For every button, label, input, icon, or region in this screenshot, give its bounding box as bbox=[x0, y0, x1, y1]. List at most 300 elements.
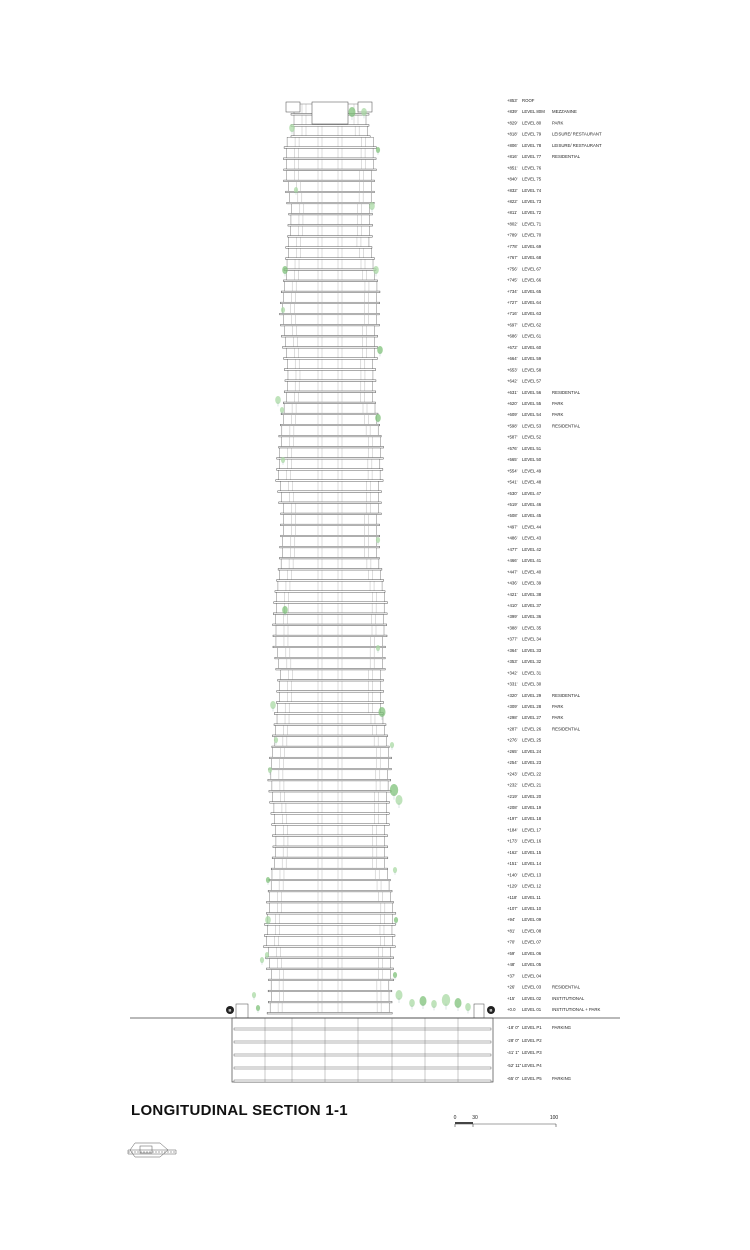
floor bbox=[276, 637, 382, 646]
floor bbox=[281, 481, 379, 490]
parking-slab bbox=[234, 1054, 491, 1056]
floor-slab bbox=[275, 591, 385, 593]
floor bbox=[267, 925, 392, 934]
floor-slab bbox=[277, 580, 384, 582]
level-elevation: +184' bbox=[507, 827, 518, 833]
level-elevation: +486' bbox=[507, 535, 518, 541]
level-name: LEVEL 60 bbox=[522, 344, 542, 350]
floor-slab bbox=[281, 513, 381, 515]
floor-slab bbox=[268, 1001, 392, 1003]
floor bbox=[287, 259, 373, 268]
level-elevation: +353' bbox=[507, 659, 518, 665]
floor-slab bbox=[281, 535, 380, 537]
level-elevation: +620' bbox=[507, 401, 518, 406]
floor bbox=[282, 437, 381, 446]
level-elevation: +802' bbox=[507, 221, 518, 227]
level-name: LEVEL 06 bbox=[522, 950, 542, 956]
level-elevation: +309' bbox=[507, 704, 518, 709]
level-name: LEVEL P3 bbox=[522, 1050, 542, 1055]
floor bbox=[271, 992, 389, 1001]
floor bbox=[294, 126, 367, 135]
floor-slab bbox=[278, 568, 382, 570]
floor-slab bbox=[269, 879, 390, 881]
level-name: LEVEL 74 bbox=[522, 187, 542, 193]
tower-section bbox=[236, 102, 484, 1018]
floor bbox=[283, 415, 376, 424]
level-name: LEVEL 10 bbox=[522, 906, 542, 911]
level-name: LEVEL 11 bbox=[522, 894, 541, 900]
level-elevation: +421' bbox=[507, 591, 518, 597]
floor-slab bbox=[266, 913, 395, 915]
floor-slab bbox=[276, 668, 385, 670]
level-elevation: +37' bbox=[507, 973, 516, 979]
floor bbox=[272, 781, 388, 790]
floor-slab bbox=[272, 835, 387, 837]
level-name: LEVEL 77 bbox=[522, 154, 542, 160]
floor bbox=[286, 348, 374, 357]
floor bbox=[271, 981, 389, 990]
level-name: LEVEL 80 bbox=[522, 120, 542, 126]
level-elevation: +140' bbox=[507, 872, 518, 878]
level-name: LEVEL 18 bbox=[522, 816, 542, 822]
floor bbox=[292, 204, 370, 213]
level-elevation: +243' bbox=[507, 771, 518, 777]
floor-slab bbox=[281, 324, 380, 326]
level-elevation: +716' bbox=[507, 311, 518, 317]
level-elevation: +436' bbox=[507, 580, 518, 586]
level-name: LEVEL 17 bbox=[522, 827, 542, 833]
level-elevation: +853' bbox=[507, 98, 518, 103]
level-name: LEVEL 67 bbox=[522, 266, 542, 272]
level-elevation: +399' bbox=[507, 614, 518, 620]
level-name: LEVEL 30 bbox=[522, 681, 542, 687]
level-elevation: +331' bbox=[507, 681, 518, 687]
floor bbox=[278, 581, 382, 590]
floor-slab bbox=[279, 435, 381, 437]
level-program: PARK bbox=[552, 412, 564, 418]
floor bbox=[284, 504, 378, 513]
level-name: LEVEL 53 bbox=[522, 423, 542, 429]
level-program: PARK bbox=[552, 120, 564, 126]
floor-slab bbox=[266, 957, 394, 959]
floor-slab bbox=[267, 968, 394, 970]
floor bbox=[274, 803, 386, 812]
floor-slab bbox=[268, 779, 391, 781]
level-name: LEVEL 33 bbox=[522, 647, 542, 653]
floor-slab bbox=[279, 502, 382, 504]
floor-slab bbox=[283, 358, 377, 360]
floor bbox=[275, 848, 385, 857]
floor bbox=[287, 359, 373, 368]
level-name: LEVEL 55 bbox=[522, 401, 542, 406]
level-elevation: +70' bbox=[507, 939, 516, 945]
floor-slab bbox=[289, 213, 373, 215]
level-name: LEVEL 63 bbox=[522, 311, 542, 317]
level-program: PARK bbox=[552, 715, 564, 721]
floor-slab bbox=[283, 402, 375, 404]
level-name: LEVEL P5 bbox=[522, 1076, 542, 1081]
floor-slab bbox=[284, 180, 375, 182]
floor-slab bbox=[279, 446, 384, 448]
level-program: PARKING bbox=[552, 1076, 572, 1081]
level-name: LEVEL 48 bbox=[522, 479, 542, 485]
level-elevation: +822' bbox=[507, 199, 518, 204]
level-name: LEVEL 41 bbox=[522, 558, 542, 564]
floor bbox=[287, 381, 373, 390]
level-elevation: +388' bbox=[507, 625, 518, 631]
floor-slab bbox=[284, 391, 376, 393]
level-name: LEVEL 36 bbox=[522, 614, 542, 620]
floor bbox=[270, 892, 391, 901]
floor bbox=[287, 137, 373, 146]
floor bbox=[272, 870, 387, 879]
level-elevation: +364' bbox=[507, 647, 518, 653]
level-elevation: +778' bbox=[507, 243, 518, 249]
floor-slab bbox=[272, 824, 390, 826]
level-name: LEVEL 28 bbox=[522, 704, 542, 709]
level-program: LEISURE/ RESTAURANT bbox=[552, 142, 602, 148]
floor-slab bbox=[271, 868, 387, 870]
level-name: LEVEL 79 bbox=[522, 131, 542, 137]
level-elevation: +320' bbox=[507, 692, 518, 698]
level-elevation: +118' bbox=[507, 894, 518, 900]
level-elevation: +530' bbox=[507, 490, 518, 496]
level-name: LEVEL 39 bbox=[522, 580, 542, 586]
floor-slab bbox=[269, 979, 394, 981]
level-name: LEVEL 31 bbox=[522, 670, 542, 676]
level-name: LEVEL 56 bbox=[522, 389, 542, 395]
level-elevation: +162' bbox=[507, 849, 518, 855]
basement-outline bbox=[232, 1018, 493, 1082]
floor-slab bbox=[291, 125, 369, 127]
level-elevation: -28' 0" bbox=[507, 1038, 520, 1043]
floor-slab bbox=[285, 380, 376, 382]
level-name: LEVEL 64 bbox=[522, 300, 542, 305]
floor-slab bbox=[270, 757, 392, 759]
floor-slab bbox=[284, 147, 376, 149]
floor-slab bbox=[280, 302, 379, 304]
floor bbox=[266, 936, 392, 945]
level-name: LEVEL 35 bbox=[522, 625, 542, 631]
floor-slab bbox=[274, 602, 388, 604]
level-labels bbox=[507, 98, 602, 1081]
level-program: RESIDENTIAL bbox=[552, 154, 581, 160]
level-name: LEVEL 44 bbox=[522, 524, 542, 530]
level-name: LEVEL 03 bbox=[522, 984, 542, 990]
floor bbox=[275, 814, 387, 823]
level-name: LEVEL P4 bbox=[522, 1063, 542, 1068]
floor bbox=[282, 426, 378, 435]
floor-slab bbox=[271, 813, 389, 815]
level-name: LEVEL 58 bbox=[522, 367, 542, 373]
floor-slab bbox=[276, 702, 383, 704]
floor-slab bbox=[280, 546, 380, 548]
level-elevation: +342' bbox=[507, 670, 518, 676]
podium-block bbox=[236, 1004, 248, 1018]
floor bbox=[277, 714, 383, 723]
level-program: RESIDENTIAL bbox=[552, 984, 581, 990]
level-name: LEVEL P2 bbox=[522, 1038, 542, 1043]
floor-slab bbox=[263, 946, 395, 948]
floor bbox=[279, 692, 380, 701]
parking-slab bbox=[234, 1041, 491, 1043]
level-elevation: +265' bbox=[507, 748, 518, 754]
level-elevation: +672' bbox=[507, 344, 518, 350]
floor bbox=[283, 293, 376, 302]
parking-slab bbox=[234, 1028, 491, 1030]
level-name: LEVEL 26 bbox=[522, 726, 542, 732]
floor bbox=[290, 193, 371, 202]
level-elevation: +0.0 bbox=[507, 1007, 516, 1012]
floor-slab bbox=[268, 890, 392, 892]
level-name: LEVEL 20 bbox=[522, 793, 542, 799]
level-name: LEVEL 21 bbox=[522, 782, 542, 788]
floor bbox=[288, 370, 373, 379]
scale-label-100: 100 bbox=[549, 1115, 559, 1121]
floor bbox=[283, 537, 377, 546]
level-elevation: -41' 1" bbox=[507, 1050, 520, 1055]
level-elevation: +15' bbox=[507, 995, 516, 1001]
floor bbox=[269, 947, 391, 956]
level-name: LEVEL 46 bbox=[522, 502, 542, 507]
key-plan-icon bbox=[128, 1143, 176, 1157]
floor bbox=[286, 270, 374, 279]
floor bbox=[286, 393, 372, 402]
parking-slab bbox=[234, 1080, 491, 1082]
floor-slab bbox=[278, 679, 384, 681]
floor bbox=[270, 1003, 389, 1012]
level-elevation: +197' bbox=[507, 816, 518, 822]
basement-parking bbox=[232, 1018, 493, 1082]
level-name: LEVEL 02 bbox=[522, 995, 542, 1001]
level-name: LEVEL 04 bbox=[522, 973, 542, 979]
level-program: INSTITUTIONAL bbox=[552, 995, 585, 1001]
floor bbox=[268, 914, 393, 923]
level-program: PARK bbox=[552, 401, 564, 406]
level-name: LEVEL 57 bbox=[522, 378, 542, 384]
level-name: LEVEL 62 bbox=[522, 322, 542, 328]
level-elevation: +806' bbox=[507, 142, 518, 148]
level-elevation: +840' bbox=[507, 176, 518, 182]
floor-slab bbox=[273, 624, 387, 626]
level-name: LEVEL 45 bbox=[522, 513, 542, 519]
floor bbox=[272, 970, 391, 979]
level-elevation: +816' bbox=[507, 154, 518, 160]
level-name: LEVEL 23 bbox=[522, 760, 542, 766]
floor bbox=[285, 337, 374, 346]
level-name: LEVEL 65 bbox=[522, 288, 542, 294]
level-name: LEVEL 52 bbox=[522, 434, 542, 440]
floor-slab bbox=[286, 258, 375, 260]
level-elevation: -52' 11" bbox=[507, 1063, 522, 1068]
floor-slab bbox=[279, 557, 379, 559]
floor bbox=[271, 770, 388, 779]
level-name: LEVEL 78 bbox=[522, 142, 542, 148]
level-name: LEVEL 50 bbox=[522, 457, 542, 463]
grid-marker-right bbox=[487, 1006, 495, 1014]
floor-slab bbox=[277, 691, 384, 693]
floor bbox=[280, 681, 381, 690]
level-elevation: +48' bbox=[507, 962, 516, 968]
level-elevation: +59' bbox=[507, 950, 516, 956]
floor bbox=[272, 759, 388, 768]
level-name: LEVEL 01 bbox=[522, 1007, 542, 1012]
level-elevation: +107' bbox=[507, 906, 518, 911]
level-elevation: +818' bbox=[507, 131, 518, 137]
level-name: LEVEL 34 bbox=[522, 636, 542, 642]
level-elevation: +276' bbox=[507, 737, 518, 743]
floor-slab bbox=[273, 646, 385, 648]
grid-marker-left bbox=[226, 1006, 234, 1014]
floor-slab bbox=[291, 136, 370, 138]
level-elevation: +576' bbox=[507, 445, 518, 451]
floor bbox=[279, 470, 380, 479]
floor-slab bbox=[277, 458, 383, 460]
floor-slab bbox=[281, 335, 377, 337]
level-elevation: +829' bbox=[507, 120, 518, 126]
level-name: LEVEL 68 bbox=[522, 255, 542, 261]
level-program: MEZZANINE bbox=[552, 109, 577, 115]
level-name: LEVEL 40 bbox=[522, 569, 542, 575]
floor bbox=[287, 159, 373, 168]
floor-slab bbox=[267, 901, 394, 903]
floor-slab bbox=[283, 158, 376, 160]
level-name: LEVEL 24 bbox=[522, 748, 542, 754]
floor-slab bbox=[273, 846, 388, 848]
level-name: LEVEL 27 bbox=[522, 715, 542, 721]
drawing-title: LONGITUDINAL SECTION 1-1 bbox=[131, 1102, 348, 1119]
level-elevation: +173' bbox=[507, 838, 518, 844]
level-elevation: +734' bbox=[507, 288, 518, 294]
floor-slab bbox=[280, 424, 379, 426]
level-elevation: +541' bbox=[507, 479, 518, 485]
level-name: LEVEL 15 bbox=[522, 849, 542, 855]
level-elevation: +466' bbox=[507, 558, 518, 564]
floor-slab bbox=[272, 735, 387, 737]
floor bbox=[282, 492, 379, 501]
floor-slab bbox=[274, 724, 386, 726]
floor bbox=[281, 559, 379, 568]
floor bbox=[273, 748, 389, 757]
level-elevation: +519' bbox=[507, 502, 518, 507]
floor bbox=[277, 592, 385, 601]
floor-slab bbox=[276, 480, 383, 482]
level-program: PARK bbox=[552, 704, 564, 709]
level-elevation: +219' bbox=[507, 793, 518, 799]
floor bbox=[275, 725, 384, 734]
level-name: LEVEL 75 bbox=[522, 176, 542, 182]
scale-bar bbox=[454, 1115, 559, 1127]
floor bbox=[289, 248, 372, 257]
floor bbox=[276, 603, 384, 612]
level-name: ROOF bbox=[522, 98, 535, 103]
level-program: PARKING bbox=[552, 1025, 572, 1030]
level-elevation: +129' bbox=[507, 883, 518, 889]
level-name: LEVEL 16 bbox=[522, 838, 542, 844]
floor-slab bbox=[274, 713, 383, 715]
level-elevation: +598' bbox=[507, 423, 518, 429]
floor bbox=[284, 326, 374, 335]
floor-slab bbox=[269, 768, 391, 770]
floor bbox=[280, 570, 381, 579]
level-elevation: +81' bbox=[507, 928, 516, 934]
floor bbox=[291, 226, 370, 235]
level-elevation: +664' bbox=[507, 356, 518, 362]
floor-slab bbox=[282, 347, 377, 349]
level-name: LEVEL 54 bbox=[522, 412, 542, 418]
floor-slab bbox=[281, 291, 380, 293]
floor bbox=[276, 626, 384, 635]
level-elevation: +727' bbox=[507, 300, 518, 305]
level-elevation: -65' 0" bbox=[507, 1076, 520, 1081]
floor bbox=[280, 448, 380, 457]
level-program: RESIDENTIAL bbox=[552, 389, 581, 395]
level-elevation: +642' bbox=[507, 378, 518, 384]
level-elevation: +497' bbox=[507, 524, 518, 530]
floor bbox=[270, 959, 391, 968]
level-program: LEISURE/ RESTAURANT bbox=[552, 131, 602, 137]
level-name: LEVEL 49 bbox=[522, 468, 542, 474]
podium-block bbox=[474, 1004, 484, 1018]
level-name: LEVEL 71 bbox=[522, 221, 542, 227]
level-name: LEVEL 08 bbox=[522, 928, 542, 934]
level-elevation: +508' bbox=[507, 513, 518, 519]
level-elevation: +94' bbox=[507, 917, 516, 923]
level-elevation: +609' bbox=[507, 412, 518, 418]
parking-slab bbox=[234, 1067, 491, 1069]
level-name: LEVEL 70 bbox=[522, 232, 542, 238]
level-elevation: +565' bbox=[507, 457, 518, 463]
floor-slab bbox=[283, 280, 377, 282]
level-name: LEVEL P1 bbox=[522, 1025, 542, 1030]
level-elevation: +554' bbox=[507, 468, 518, 474]
floor bbox=[284, 315, 377, 324]
floor-slab bbox=[272, 857, 388, 859]
scale-label-30: 30 bbox=[472, 1115, 478, 1121]
level-name: LEVEL 09 bbox=[522, 917, 542, 923]
floor-slab bbox=[284, 269, 376, 271]
floor bbox=[273, 792, 387, 801]
floor-slab bbox=[286, 191, 375, 193]
level-name: LEVEL 72 bbox=[522, 210, 542, 216]
level-name: LEVEL 14 bbox=[522, 861, 542, 867]
level-name: LEVEL 12 bbox=[522, 883, 542, 889]
level-elevation: +811' bbox=[507, 210, 518, 216]
level-elevation: +631' bbox=[507, 389, 518, 395]
level-elevation: +287' bbox=[507, 726, 518, 732]
floor-slab bbox=[288, 224, 373, 226]
level-name: LEVEL 73 bbox=[522, 199, 542, 204]
floor bbox=[283, 515, 376, 524]
level-elevation: +232' bbox=[507, 782, 518, 788]
floor bbox=[281, 670, 381, 679]
level-name: LEVEL 22 bbox=[522, 771, 542, 777]
level-program: INSTITUTIONAL + PARK bbox=[552, 1007, 601, 1012]
floor bbox=[282, 548, 376, 557]
level-name: LEVEL 47 bbox=[522, 490, 542, 496]
level-elevation: +789' bbox=[507, 232, 518, 238]
floor-slab bbox=[278, 491, 382, 493]
roof-crown bbox=[312, 102, 348, 124]
floor-slab bbox=[264, 935, 395, 937]
floor bbox=[274, 859, 384, 868]
level-elevation: +477' bbox=[507, 546, 518, 552]
floor bbox=[289, 182, 372, 191]
floor-slab bbox=[288, 236, 373, 238]
level-name: LEVEL 05 bbox=[522, 962, 542, 968]
level-name: LEVEL 51 bbox=[522, 445, 542, 451]
floor bbox=[286, 148, 373, 157]
